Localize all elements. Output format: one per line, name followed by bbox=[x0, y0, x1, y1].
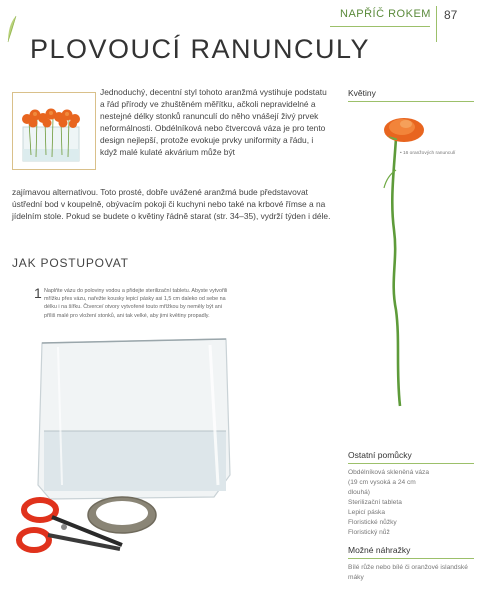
arrangement-photo bbox=[12, 92, 96, 170]
list-item: Floristický nůž bbox=[348, 529, 390, 536]
list-item: Obdélníková skleněná váza bbox=[348, 469, 430, 476]
list-item: Lepicí páska bbox=[348, 509, 386, 516]
substitutes-heading: Možné náhražky bbox=[348, 545, 411, 555]
header-divider bbox=[436, 6, 437, 42]
how-to-heading: JAK POSTUPOVAT bbox=[12, 256, 129, 270]
flower-caption: • 16 oranžových ranunculí bbox=[400, 151, 456, 156]
flowers-rule bbox=[348, 101, 474, 102]
leaf-ornament-icon bbox=[6, 14, 18, 44]
page-number: 87 bbox=[444, 8, 458, 22]
step-text: Naplňte vázu do poloviny vodou a přidejte sterilizační tabletu. Abyste vytvořili mřížku přes vázu, nařežte kousky lepicí pásky asi 1,5 cm daleko od sebe na délku i na šířku. Čtverce/ otvory vytvořené touto mřížkou by neměly být ani příliš malé pro vložení stonků, ani tak velké, aby jimi květiny propadly. bbox=[44, 288, 228, 319]
substitutes-text: Bílé růže nebo bílé či oranžové islandské máky bbox=[348, 564, 468, 581]
substitutes-rule bbox=[348, 558, 474, 559]
header-rule bbox=[330, 26, 430, 27]
step-number: 1 bbox=[34, 285, 42, 301]
list-item: (19 cm vysoká a 24 cm bbox=[348, 479, 416, 486]
list-item: Sterilizační tableta bbox=[348, 499, 402, 506]
other-supplies-rule bbox=[348, 463, 474, 464]
other-supplies-list bbox=[348, 468, 468, 538]
flowers-heading: Květiny bbox=[348, 88, 376, 98]
list-item: Floristické nůžky bbox=[348, 519, 397, 526]
page-title: PLOVOUCÍ RANUNCULY bbox=[30, 34, 371, 64]
list-item: dlouhá) bbox=[348, 489, 370, 496]
intro-paragraph: Jednoduchý, decentní styl tohoto aranžmá vystihuje podstatu a řád přírody ve zhuštěném měřítku, ačkoli nepravidelné a nestejné délky stonků ranunculí do něho vnášejí živý prvek neformálnosti. Obdélníková nebo čtvercová váza je pro tento design nejlepší, protože evokuje prvky uniformity a řádu, i když malé kulaté akvárium může být bbox=[100, 87, 327, 158]
step-photo bbox=[12, 335, 248, 585]
intro-paragraph-continued: zajímavou alternativou. Toto prosté, dobře uvážené aranžmá bude představovat ústřední bod v koupelně, obývacím pokoji či kuchyni nebo také na krbové římse a na jídelním stole. Pokud se budete o květiny řádně starat (str. 34–35), vydrží týden i déle. bbox=[12, 187, 331, 222]
section-title: NAPŘÍČ ROKEM bbox=[340, 8, 431, 20]
other-supplies-heading: Ostatní pomůcky bbox=[348, 450, 412, 460]
